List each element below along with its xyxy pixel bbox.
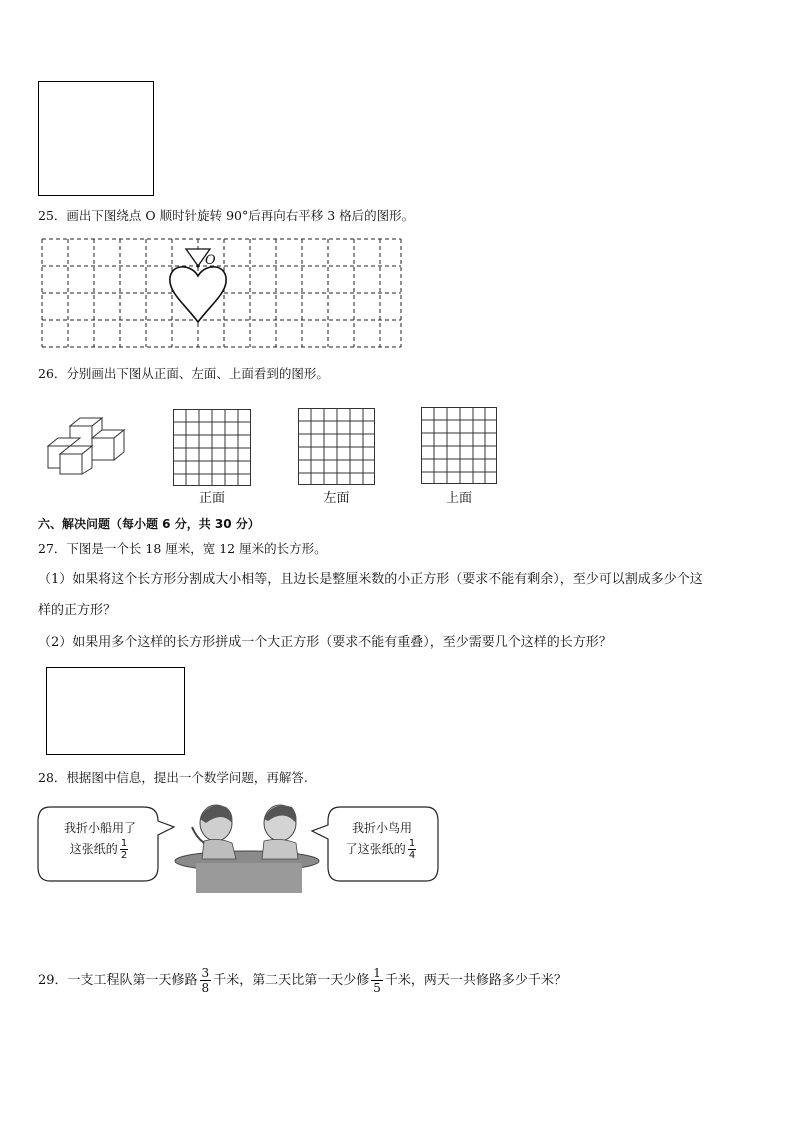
q29-frac2-num: 1: [373, 966, 381, 980]
left-view-label: 左面: [323, 491, 350, 506]
right-bubble-line2-text: 了这张纸的: [345, 842, 406, 856]
q29-part-a: 29．一支工程队第一天修路: [38, 973, 198, 988]
front-view-grid[interactable]: [173, 409, 251, 486]
left-fraction-num: 1: [120, 838, 128, 849]
q27-text: 27．下图是一个长 18 厘米，宽 12 厘米的长方形。: [38, 541, 327, 556]
q27-part2: （2）如果用多个这样的长方形拼成一个大正方形（要求不能有重叠），至少需要几个这样的长方形？: [38, 635, 612, 650]
child-left-figure: [192, 805, 236, 859]
top-view-label: 上面: [445, 491, 472, 506]
rectangle-figure: [46, 667, 185, 755]
right-fraction-num: 1: [408, 838, 416, 849]
q28-text: 28．根据图中信息，提出一个数学问题，再解答.: [38, 770, 308, 785]
right-bubble-line2: [332, 838, 432, 861]
heart-shape: [170, 267, 226, 322]
left-bubble-line2-text: 这张纸的: [69, 842, 118, 856]
q29-fraction-1: [200, 966, 212, 995]
section-6-heading: 六、解决问题（每小题 6 分，共 30 分）: [38, 517, 260, 531]
table-body: [196, 863, 302, 893]
q27-part1-line2: 样的正方形？: [38, 603, 117, 618]
cube-stack-figure: [44, 416, 132, 476]
top-view-grid[interactable]: [421, 407, 497, 484]
left-fraction: [120, 838, 128, 861]
q25-grid-figure: [40, 236, 404, 350]
left-fraction-den: 2: [120, 850, 128, 861]
q29-frac1-num: 3: [201, 966, 210, 980]
q29-text: [38, 966, 567, 995]
q26-text: 26．分别画出下图从正面、左面、上面看到的图形。: [38, 366, 329, 381]
child-right-figure: [262, 805, 298, 859]
right-bubble-text: [332, 818, 432, 861]
q29-part-c: 千米，两天一共修路多少千米？: [384, 973, 567, 988]
right-fraction-den: 4: [408, 850, 416, 861]
q29-frac1-den: 8: [201, 981, 210, 995]
left-bubble-text: [44, 818, 156, 861]
right-bubble-line1: 我折小鸟用: [351, 821, 412, 835]
q27-part1-line1: （1）如果将这个长方形分割成大小相等，且边长是整厘米数的小正方形（要求不能有剩余），至少可以割成多少个这: [38, 572, 703, 587]
right-fraction: [408, 838, 416, 861]
left-bubble-line2: [44, 838, 156, 861]
q29-part-b: 千米，第二天比第一天少修: [213, 973, 370, 988]
q25-text: 25．画出下图绕点 O 顺时针旋转 90°后再向右平移 3 格后的图形。: [38, 208, 415, 223]
q29-fraction-2: [371, 966, 383, 995]
left-view-grid[interactable]: [298, 408, 375, 485]
q29-frac2-den: 5: [373, 981, 381, 995]
front-view-label: 正面: [198, 491, 225, 506]
left-bubble-line1: 我折小船用了: [63, 821, 136, 835]
point-o-label: O: [205, 253, 216, 268]
point-o-dot: [196, 264, 199, 267]
answer-box-top: [38, 81, 154, 196]
